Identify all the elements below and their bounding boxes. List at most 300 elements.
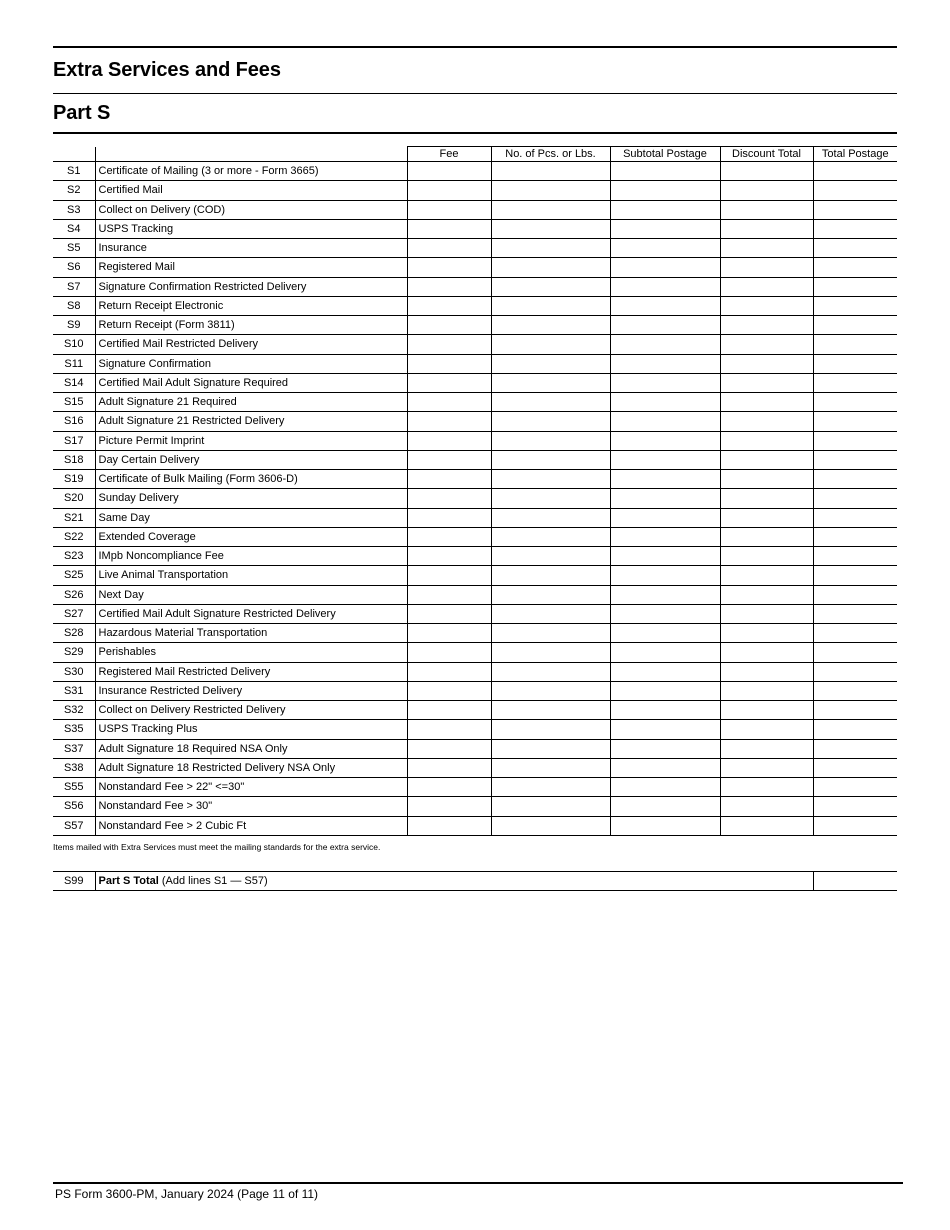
column-header-subtotal: Subtotal Postage: [610, 147, 720, 162]
total-field[interactable]: [813, 296, 897, 315]
line-code: S18: [53, 450, 95, 469]
pieces-field[interactable]: [491, 662, 610, 681]
total-field[interactable]: [813, 373, 897, 392]
table-row: [53, 720, 897, 739]
discount-field[interactable]: [720, 162, 813, 181]
total-field[interactable]: [813, 585, 897, 604]
service-name: Insurance Restricted Delivery: [95, 681, 407, 700]
discount-field[interactable]: [720, 662, 813, 681]
table-row: [53, 701, 897, 720]
fee-field[interactable]: [407, 316, 491, 335]
fee-field[interactable]: [407, 547, 491, 566]
total-line-label: [95, 872, 813, 891]
subtotal-field[interactable]: [610, 296, 720, 315]
table-row: [53, 239, 897, 258]
service-name: Collect on Delivery (COD): [95, 200, 407, 219]
pieces-field[interactable]: [491, 277, 610, 296]
discount-field[interactable]: [720, 470, 813, 489]
subtotal-field[interactable]: [610, 470, 720, 489]
total-field[interactable]: [813, 470, 897, 489]
table-row: [53, 277, 897, 296]
line-code: S26: [53, 585, 95, 604]
column-header-discount: Discount Total: [720, 147, 813, 162]
total-field[interactable]: [813, 335, 897, 354]
discount-field[interactable]: [720, 258, 813, 277]
fee-field[interactable]: [407, 431, 491, 450]
total-field[interactable]: [813, 681, 897, 700]
line-code: S4: [53, 219, 95, 238]
fee-field[interactable]: [407, 181, 491, 200]
service-name: Nonstandard Fee > 30": [95, 797, 407, 816]
line-code: S56: [53, 797, 95, 816]
pieces-field[interactable]: [491, 508, 610, 527]
fee-field[interactable]: [407, 662, 491, 681]
total-field[interactable]: [813, 354, 897, 373]
fee-field[interactable]: [407, 527, 491, 546]
discount-field[interactable]: [720, 489, 813, 508]
subtotal-field[interactable]: [610, 239, 720, 258]
subtotal-field[interactable]: [610, 566, 720, 585]
service-name: Hazardous Material Transportation: [95, 624, 407, 643]
subtotal-field[interactable]: [610, 585, 720, 604]
pieces-field[interactable]: [491, 778, 610, 797]
service-name: Live Animal Transportation: [95, 566, 407, 585]
subtotal-field[interactable]: [610, 277, 720, 296]
line-code: S31: [53, 681, 95, 700]
discount-field[interactable]: [720, 643, 813, 662]
pieces-field[interactable]: [491, 373, 610, 392]
fee-field[interactable]: [407, 219, 491, 238]
service-name: Next Day: [95, 585, 407, 604]
table-header-row: [53, 147, 897, 162]
discount-field[interactable]: [720, 604, 813, 623]
fee-field[interactable]: [407, 335, 491, 354]
discount-field[interactable]: [720, 720, 813, 739]
table-row: [53, 547, 897, 566]
total-field[interactable]: [813, 778, 897, 797]
pieces-field[interactable]: [491, 335, 610, 354]
pieces-field[interactable]: [491, 720, 610, 739]
subtotal-field[interactable]: [610, 508, 720, 527]
total-field[interactable]: [813, 219, 897, 238]
subtotal-field[interactable]: [610, 816, 720, 835]
pieces-field[interactable]: [491, 739, 610, 758]
discount-field[interactable]: [720, 239, 813, 258]
discount-field[interactable]: [720, 354, 813, 373]
table-row: [53, 566, 897, 585]
subtotal-field[interactable]: [610, 200, 720, 219]
line-code: S35: [53, 720, 95, 739]
total-field[interactable]: [813, 431, 897, 450]
fee-field[interactable]: [407, 489, 491, 508]
line-code: S3: [53, 200, 95, 219]
discount-field[interactable]: [720, 296, 813, 315]
pieces-field[interactable]: [491, 181, 610, 200]
discount-field[interactable]: [720, 508, 813, 527]
pieces-field[interactable]: [491, 219, 610, 238]
line-code: S6: [53, 258, 95, 277]
discount-field[interactable]: [720, 431, 813, 450]
pieces-field[interactable]: [491, 393, 610, 412]
total-field[interactable]: [813, 508, 897, 527]
line-code: S38: [53, 758, 95, 777]
table-row: [53, 393, 897, 412]
service-name: Sunday Delivery: [95, 489, 407, 508]
total-field[interactable]: [813, 489, 897, 508]
fee-field[interactable]: [407, 604, 491, 623]
table-row: [53, 624, 897, 643]
pieces-field[interactable]: [491, 431, 610, 450]
line-code: S17: [53, 431, 95, 450]
subtotal-field[interactable]: [610, 547, 720, 566]
pieces-field[interactable]: [491, 547, 610, 566]
total-field[interactable]: [813, 797, 897, 816]
table-row: [53, 508, 897, 527]
service-name: Collect on Delivery Restricted Delivery: [95, 701, 407, 720]
top-rule: [53, 46, 897, 48]
line-code: S7: [53, 277, 95, 296]
pieces-field[interactable]: [491, 489, 610, 508]
service-name: Adult Signature 18 Required NSA Only: [95, 739, 407, 758]
discount-field[interactable]: [720, 739, 813, 758]
pieces-field[interactable]: [491, 681, 610, 700]
total-line-code: S99: [53, 872, 95, 891]
table-row: [53, 219, 897, 238]
table-row: [53, 489, 897, 508]
subtotal-field[interactable]: [610, 643, 720, 662]
discount-field[interactable]: [720, 566, 813, 585]
column-header-fee: Fee: [407, 147, 491, 162]
table-row: [53, 431, 897, 450]
total-field[interactable]: [813, 604, 897, 623]
total-field[interactable]: [813, 566, 897, 585]
line-code: S27: [53, 604, 95, 623]
table-row: [53, 450, 897, 469]
subtotal-field[interactable]: [610, 624, 720, 643]
total-field[interactable]: [813, 662, 897, 681]
subtotal-field[interactable]: [610, 489, 720, 508]
part-total-table: [53, 871, 897, 891]
fee-field[interactable]: [407, 450, 491, 469]
total-field[interactable]: [813, 277, 897, 296]
discount-field[interactable]: [720, 681, 813, 700]
discount-field[interactable]: [720, 277, 813, 296]
table-row: [53, 681, 897, 700]
subtotal-field[interactable]: [610, 701, 720, 720]
line-code: S57: [53, 816, 95, 835]
pieces-field[interactable]: [491, 450, 610, 469]
service-name: Insurance: [95, 239, 407, 258]
service-name: IMpb Noncompliance Fee: [95, 547, 407, 566]
table-row: [53, 335, 897, 354]
fee-field[interactable]: [407, 393, 491, 412]
table-row: [53, 527, 897, 546]
line-code: S8: [53, 296, 95, 315]
line-code: S1: [53, 162, 95, 181]
table-row: [53, 296, 897, 315]
line-code: S14: [53, 373, 95, 392]
total-field[interactable]: [813, 758, 897, 777]
discount-field[interactable]: [720, 181, 813, 200]
table-body: [53, 162, 897, 836]
discount-field[interactable]: [720, 373, 813, 392]
table-row: [53, 797, 897, 816]
service-name: Certificate of Mailing (3 or more - Form 3665): [95, 162, 407, 181]
pieces-field[interactable]: [491, 701, 610, 720]
pieces-field[interactable]: [491, 604, 610, 623]
total-field[interactable]: [813, 720, 897, 739]
subtotal-field[interactable]: [610, 258, 720, 277]
pieces-field[interactable]: [491, 624, 610, 643]
table-row: [53, 316, 897, 335]
column-header-pieces: No. of Pcs. or Lbs.: [491, 147, 610, 162]
total-field[interactable]: [813, 393, 897, 412]
subtotal-field[interactable]: [610, 527, 720, 546]
service-name: Registered Mail Restricted Delivery: [95, 662, 407, 681]
table-row: [53, 373, 897, 392]
column-header-total: Total Postage: [813, 147, 897, 162]
fee-field[interactable]: [407, 200, 491, 219]
part-total-row: [53, 872, 897, 891]
subtotal-field[interactable]: [610, 778, 720, 797]
line-code: S20: [53, 489, 95, 508]
subtotal-field[interactable]: [610, 412, 720, 431]
subtotal-field[interactable]: [610, 720, 720, 739]
subtotal-field[interactable]: [610, 162, 720, 181]
fee-field[interactable]: [407, 258, 491, 277]
line-code: S55: [53, 778, 95, 797]
total-field[interactable]: [813, 181, 897, 200]
pieces-field[interactable]: [491, 470, 610, 489]
subtotal-field[interactable]: [610, 181, 720, 200]
fee-field[interactable]: [407, 701, 491, 720]
fee-field[interactable]: [407, 412, 491, 431]
pieces-field[interactable]: [491, 354, 610, 373]
pieces-field[interactable]: [491, 258, 610, 277]
subtotal-field[interactable]: [610, 450, 720, 469]
fee-field[interactable]: [407, 566, 491, 585]
fee-field[interactable]: [407, 758, 491, 777]
total-field[interactable]: [813, 739, 897, 758]
total-field[interactable]: [813, 239, 897, 258]
pieces-field[interactable]: [491, 239, 610, 258]
fee-field[interactable]: [407, 643, 491, 662]
fee-field[interactable]: [407, 778, 491, 797]
table-row: [53, 758, 897, 777]
total-field[interactable]: [813, 450, 897, 469]
line-code: S32: [53, 701, 95, 720]
line-code: S37: [53, 739, 95, 758]
subtotal-field[interactable]: [610, 739, 720, 758]
pieces-field[interactable]: [491, 296, 610, 315]
total-field[interactable]: [813, 412, 897, 431]
line-code: S25: [53, 566, 95, 585]
discount-field[interactable]: [720, 547, 813, 566]
service-name: Adult Signature 21 Restricted Delivery: [95, 412, 407, 431]
discount-field[interactable]: [720, 335, 813, 354]
table-row: [53, 778, 897, 797]
line-code: S29: [53, 643, 95, 662]
discount-field[interactable]: [720, 450, 813, 469]
service-name: Certified Mail Restricted Delivery: [95, 335, 407, 354]
header-bottom-rule: [53, 132, 897, 134]
total-field[interactable]: [813, 643, 897, 662]
section-divider: [53, 93, 897, 94]
discount-field[interactable]: [720, 701, 813, 720]
total-field[interactable]: [813, 316, 897, 335]
total-postage-field[interactable]: [813, 872, 897, 891]
fee-field[interactable]: [407, 681, 491, 700]
table-row: [53, 162, 897, 181]
header-blank-code: [53, 147, 95, 162]
pieces-field[interactable]: [491, 816, 610, 835]
line-code: S22: [53, 527, 95, 546]
discount-field[interactable]: [720, 219, 813, 238]
subtotal-field[interactable]: [610, 758, 720, 777]
fee-field[interactable]: [407, 720, 491, 739]
subtotal-field[interactable]: [610, 219, 720, 238]
fee-field[interactable]: [407, 508, 491, 527]
total-field[interactable]: [813, 527, 897, 546]
line-code: S11: [53, 354, 95, 373]
fee-field[interactable]: [407, 624, 491, 643]
pieces-field[interactable]: [491, 200, 610, 219]
subtotal-field[interactable]: [610, 335, 720, 354]
discount-field[interactable]: [720, 797, 813, 816]
total-label-note: (Add lines S1 — S57): [158, 875, 268, 887]
subtotal-field[interactable]: [610, 681, 720, 700]
discount-field[interactable]: [720, 816, 813, 835]
fee-field[interactable]: [407, 373, 491, 392]
pieces-field[interactable]: [491, 585, 610, 604]
discount-field[interactable]: [720, 316, 813, 335]
pieces-field[interactable]: [491, 643, 610, 662]
total-field[interactable]: [813, 162, 897, 181]
service-name: USPS Tracking Plus: [95, 720, 407, 739]
subtotal-field[interactable]: [610, 393, 720, 412]
form-footer: PS Form 3600-PM, January 2024 (Page 11 of 11): [55, 1187, 319, 1201]
pieces-field[interactable]: [491, 316, 610, 335]
fee-field[interactable]: [407, 797, 491, 816]
service-name: Picture Permit Imprint: [95, 431, 407, 450]
fee-field[interactable]: [407, 162, 491, 181]
table-row: [53, 258, 897, 277]
total-field[interactable]: [813, 624, 897, 643]
pieces-field[interactable]: [491, 527, 610, 546]
total-field[interactable]: [813, 816, 897, 835]
total-label-bold: Part S Total: [98, 875, 159, 887]
fee-field[interactable]: [407, 816, 491, 835]
subtotal-field[interactable]: [610, 662, 720, 681]
service-name: Signature Confirmation Restricted Delivery: [95, 277, 407, 296]
discount-field[interactable]: [720, 412, 813, 431]
subtotal-field[interactable]: [610, 316, 720, 335]
extra-services-table: [53, 146, 897, 836]
table-row: [53, 200, 897, 219]
line-code: S28: [53, 624, 95, 643]
pieces-field[interactable]: [491, 412, 610, 431]
subtotal-field[interactable]: [610, 797, 720, 816]
fee-field[interactable]: [407, 739, 491, 758]
table-row: [53, 181, 897, 200]
service-name: Nonstandard Fee > 2 Cubic Ft: [95, 816, 407, 835]
footnote: Items mailed with Extra Services must meet the mailing standards for the extra service.: [53, 842, 381, 852]
service-name: Certified Mail: [95, 181, 407, 200]
service-name: Day Certain Delivery: [95, 450, 407, 469]
line-code: S19: [53, 470, 95, 489]
line-code: S23: [53, 547, 95, 566]
service-name: Certified Mail Adult Signature Restricted Delivery: [95, 604, 407, 623]
discount-field[interactable]: [720, 200, 813, 219]
line-code: S16: [53, 412, 95, 431]
service-name: Return Receipt (Form 3811): [95, 316, 407, 335]
table-row: [53, 470, 897, 489]
page-title: Extra Services and Fees: [53, 59, 281, 81]
discount-field[interactable]: [720, 778, 813, 797]
line-code: S21: [53, 508, 95, 527]
service-name: Signature Confirmation: [95, 354, 407, 373]
fee-field[interactable]: [407, 296, 491, 315]
table-row: [53, 412, 897, 431]
service-name: Extended Coverage: [95, 527, 407, 546]
service-name: Certificate of Bulk Mailing (Form 3606-D): [95, 470, 407, 489]
fee-field[interactable]: [407, 585, 491, 604]
table-row: [53, 604, 897, 623]
subtotal-field[interactable]: [610, 431, 720, 450]
fee-field[interactable]: [407, 277, 491, 296]
service-name: Perishables: [95, 643, 407, 662]
table-row: [53, 643, 897, 662]
service-name: Certified Mail Adult Signature Required: [95, 373, 407, 392]
total-field[interactable]: [813, 701, 897, 720]
fee-field[interactable]: [407, 354, 491, 373]
discount-field[interactable]: [720, 393, 813, 412]
pieces-field[interactable]: [491, 162, 610, 181]
service-name: Adult Signature 18 Restricted Delivery NSA Only: [95, 758, 407, 777]
line-code: S30: [53, 662, 95, 681]
part-heading: Part S: [53, 102, 111, 124]
footer-rule: [53, 1182, 903, 1184]
line-code: S9: [53, 316, 95, 335]
pieces-field[interactable]: [491, 797, 610, 816]
table-row: [53, 662, 897, 681]
discount-field[interactable]: [720, 758, 813, 777]
pieces-field[interactable]: [491, 758, 610, 777]
service-name: Same Day: [95, 508, 407, 527]
discount-field[interactable]: [720, 585, 813, 604]
table-row: [53, 585, 897, 604]
line-code: S10: [53, 335, 95, 354]
total-field[interactable]: [813, 200, 897, 219]
discount-field[interactable]: [720, 527, 813, 546]
pieces-field[interactable]: [491, 566, 610, 585]
fee-field[interactable]: [407, 239, 491, 258]
table-row: [53, 816, 897, 835]
header-blank-name: [95, 147, 407, 162]
table-row: [53, 739, 897, 758]
line-code: S15: [53, 393, 95, 412]
line-code: S2: [53, 181, 95, 200]
subtotal-field[interactable]: [610, 373, 720, 392]
service-name: USPS Tracking: [95, 219, 407, 238]
total-field[interactable]: [813, 258, 897, 277]
discount-field[interactable]: [720, 624, 813, 643]
subtotal-field[interactable]: [610, 604, 720, 623]
fee-field[interactable]: [407, 470, 491, 489]
line-code: S5: [53, 239, 95, 258]
total-field[interactable]: [813, 547, 897, 566]
subtotal-field[interactable]: [610, 354, 720, 373]
